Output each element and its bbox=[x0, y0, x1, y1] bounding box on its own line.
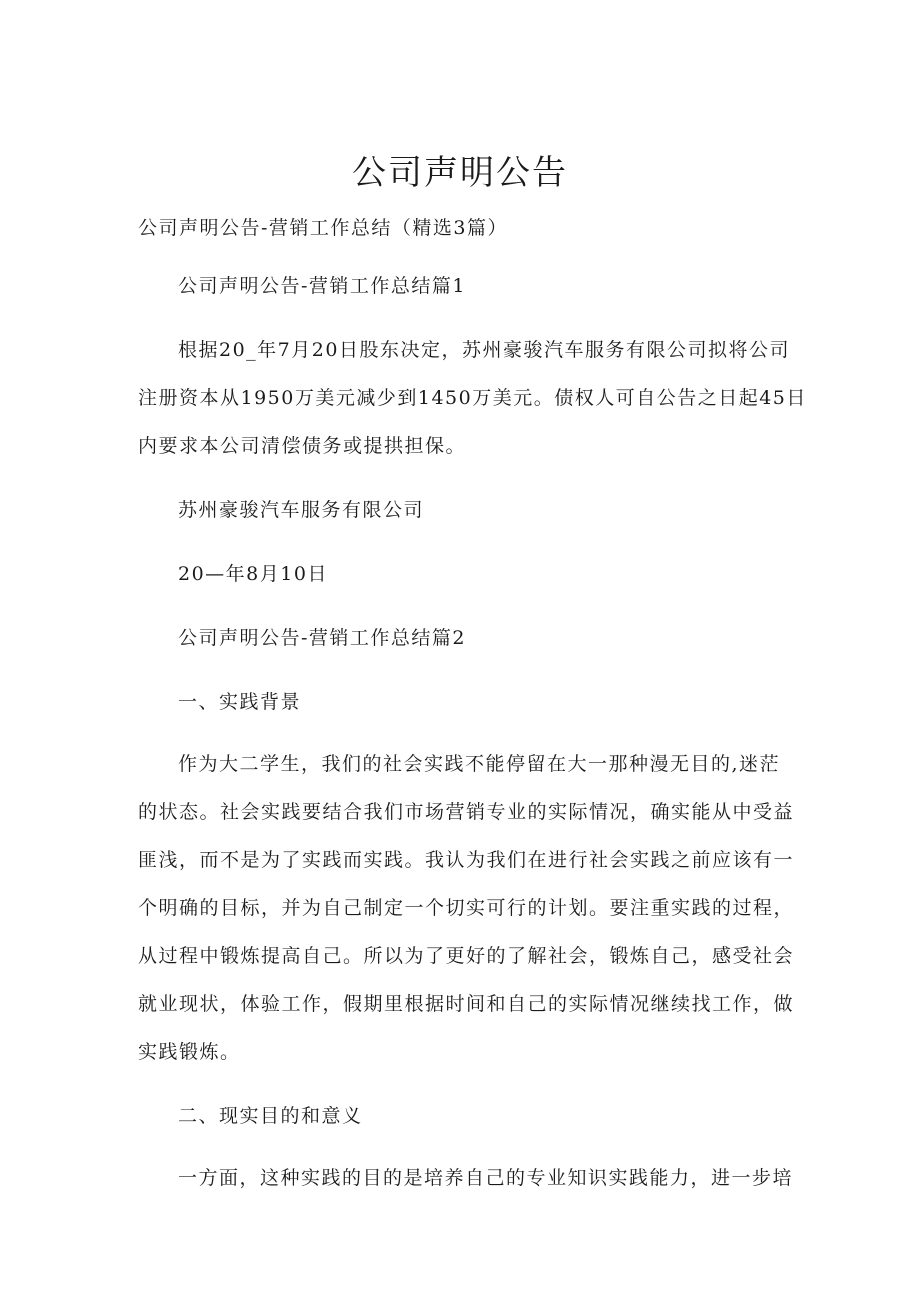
paragraph-line: 根据20_年7月20日股东决定，苏州豪骏汽车服务有限公司拟将公司 bbox=[178, 339, 790, 361]
article1-heading: 公司声明公告-营销工作总结篇1 bbox=[178, 275, 467, 297]
paragraph-line: 的状态。社会实践要结合我们市场营销专业的实际情况，确实能从中受益 bbox=[138, 801, 795, 823]
document-subtitle: 公司声明公告-营销工作总结（精选3篇） bbox=[138, 217, 509, 239]
paragraph-line: 注册资本从1950万美元减少到1450万美元。债权人可自公告之日起45日 bbox=[138, 387, 807, 409]
document-title: 公司声明公告 bbox=[352, 153, 568, 193]
section1-paragraph bbox=[138, 740, 795, 1076]
article1-date: 20—年8月10日 bbox=[178, 563, 328, 585]
paragraph-line: 实践锻炼。 bbox=[138, 1041, 241, 1063]
paragraph-line: 匪浅，而不是为了实践而实践。我认为我们在进行社会实践之前应该有一 bbox=[138, 849, 795, 871]
article1-signature: 苏州豪骏汽车服务有限公司 bbox=[178, 499, 425, 521]
article2-heading: 公司声明公告-营销工作总结篇2 bbox=[178, 627, 467, 649]
paragraph-line: 内要求本公司清偿债务或提拱担保。 bbox=[138, 435, 467, 457]
section2-paragraph bbox=[138, 1154, 794, 1202]
paragraph-line: 一方面，这种实践的目的是培养自己的专业知识实践能力，进一步培 bbox=[178, 1167, 794, 1189]
section2-heading: 二、现实目的和意义 bbox=[178, 1105, 363, 1127]
paragraph-line: 作为大二学生，我们的社会实践不能停留在大一那种漫无目的,迷茫 bbox=[178, 753, 781, 775]
article1-paragraph bbox=[138, 326, 807, 470]
paragraph-line: 从过程中锻炼提高自己。所以为了更好的了解社会，锻炼自己，感受社会 bbox=[138, 945, 795, 967]
paragraph-line: 就业现状，体验工作，假期里根据时间和自己的实际情况继续找工作，做 bbox=[138, 993, 795, 1015]
paragraph-line: 个明确的目标，并为自己制定一个切实可行的计划。要注重实践的过程， bbox=[138, 897, 795, 919]
section1-heading: 一、实践背景 bbox=[178, 691, 302, 713]
